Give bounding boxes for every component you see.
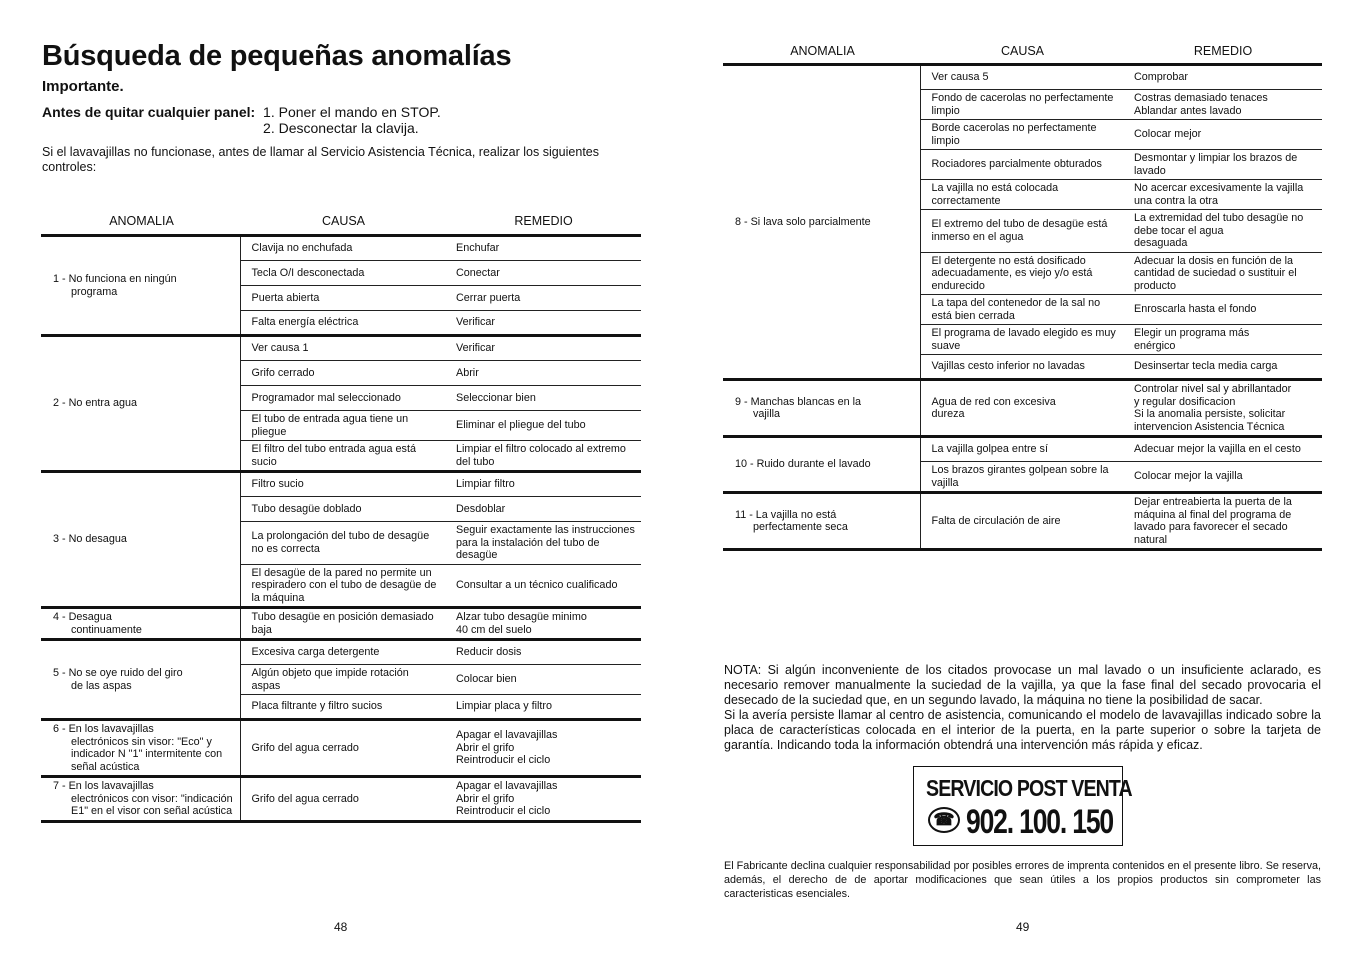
causa-cell: El tubo de entrada agua tiene un pliegue: [240, 411, 445, 441]
table-row: [41, 472, 641, 497]
remedio-cell: Adecuar mejor la vajilla en el cesto: [1123, 437, 1322, 462]
causa-cell: El desagüe de la pared no permite un respiradero con el tubo de desagüe de la máquina: [240, 564, 445, 608]
before-panel-instructions: [42, 104, 441, 136]
table-row: [41, 236, 641, 261]
remedio-cell: Enroscarla hasta el fondo: [1123, 295, 1322, 325]
table-row: [41, 608, 641, 640]
remedio-cell: Desmontar y limpiar los brazos de lavado: [1123, 150, 1322, 180]
nota-paragraph-1: NOTA: Si algún inconveniente de los citados provocase un mal lavado o un insuficiente aclarado, es necesario remover manualmente la suciedad de la vajilla, ya que la fase final del secado provocaria el desecado de la suciedad que, en un segundo lavado, la máquina no tiene la posibilidad de sacar.: [724, 663, 1321, 707]
page-title: Búsqueda de pequeñas anomalías: [42, 40, 512, 72]
causa-cell: Puerta abierta: [240, 286, 445, 311]
remedio-cell: La extremidad del tubo desagüe no debe tocar el agua desaguada: [1123, 210, 1322, 253]
anomaly-text: 6 - En los lavavajillas: [53, 723, 154, 735]
anomaly-cell: [41, 720, 240, 777]
causa-cell: Clavija no enchufada: [240, 236, 445, 261]
anomaly-cell: [41, 336, 240, 472]
page-number: 49: [1016, 920, 1030, 934]
table-row: [41, 640, 641, 665]
anomaly-text: 10 - Ruido durante el lavado: [735, 458, 871, 471]
causa-cell: Agua de red con excesiva dureza: [920, 380, 1123, 437]
causa-cell: El programa de lavado elegido es muy suave: [920, 325, 1123, 355]
remedio-cell: No acercar excesivamente la vajilla una contra la otra: [1123, 180, 1322, 210]
header-anomalia: ANOMALIA: [109, 214, 174, 228]
causa-cell: Borde cacerolas no perfectamente limpio: [920, 120, 1123, 150]
anomaly-text: programa: [71, 285, 118, 298]
remedio-cell: Limpiar placa y filtro: [445, 695, 641, 720]
table-row: [723, 437, 1322, 462]
remedio-cell: Elegir un programa más enérgico: [1123, 325, 1322, 355]
causa-cell: Tubo desagüe doblado: [240, 497, 445, 522]
remedio-cell: Adecuar la dosis en función de la cantidad de suciedad o sustituir el producto: [1123, 252, 1322, 295]
remedio-cell: Cerrar puerta: [445, 286, 641, 311]
remedio-cell: Abrir: [445, 361, 641, 386]
anomaly-text: 8 - Si lava solo parcialmente: [735, 215, 871, 228]
table-row: [41, 777, 641, 822]
anomaly-text: 3 - No desagua: [53, 533, 127, 546]
remedio-cell: Enchufar: [445, 236, 641, 261]
causa-cell: El detergente no está dosificado adecuadamente, es viejo y/o está endurecido: [920, 252, 1123, 295]
causa-cell: Rociadores parcialmente obturados: [920, 150, 1123, 180]
intro-text: Si el lavavajillas no funcionase, antes de llamar al Servicio Asistencia Técnica, realizar los siguientes controles:: [42, 145, 599, 174]
remedio-cell: Comprobar: [1123, 65, 1322, 90]
causa-cell: Excesiva carga detergente: [240, 640, 445, 665]
anomaly-text: 4 - Desagua: [53, 611, 112, 623]
causa-cell: Ver causa 5: [920, 65, 1123, 90]
causa-cell: Grifo del agua cerrado: [240, 720, 445, 777]
anomaly-text: 1 - No funciona en ningún: [53, 273, 177, 285]
service-title: SERVICIO POST VENTA: [926, 775, 1132, 801]
table-row: [723, 380, 1322, 437]
anomaly-cell: [41, 640, 240, 720]
phone-icon: ☎: [928, 807, 960, 833]
anomaly-cell: [41, 777, 240, 822]
header-causa: CAUSA: [1000, 44, 1045, 58]
anomaly-text: vajilla: [753, 408, 781, 420]
anomaly-cell: [41, 472, 240, 608]
remedio-cell: Eliminar el pliegue del tubo: [445, 411, 641, 441]
causa-cell: Falta de circulación de aire: [920, 493, 1123, 550]
nota-paragraph-2: Si la avería persiste llamar al centro de asistencia, comunicando el modelo de lavavajillas indicado sobre la placa de características colocada en el interior de la puerta, en la parte superior o sobre la tarjeta de garantía. Indicando toda la información obtendrá una intervención más rápida y eficaz.: [724, 708, 1321, 752]
anomaly-cell: [41, 236, 240, 336]
causa-cell: Algún objeto que impide rotación aspas: [240, 665, 445, 695]
anomaly-text: electrónicos con visor: "indicación E1" en el visor con señal acústica: [71, 792, 233, 817]
causa-cell: Programador mal seleccionado: [240, 386, 445, 411]
remedio-cell: Alzar tubo desagüe minimo 40 cm del suelo: [445, 608, 641, 640]
step-1: 1. Poner el mando en STOP.: [263, 104, 441, 120]
header-remedio: REMEDIO: [1193, 44, 1253, 58]
table-row: [41, 336, 641, 361]
causa-cell: El extremo del tubo de desagüe está inmerso en el agua: [920, 210, 1123, 253]
remedio-cell: Desinsertar tecla media carga: [1123, 355, 1322, 380]
before-steps: [263, 104, 441, 136]
causa-cell: Vajillas cesto inferior no lavadas: [920, 355, 1123, 380]
causa-cell: Fondo de cacerolas no perfectamente limpio: [920, 90, 1123, 120]
table-row: [723, 493, 1322, 550]
anomaly-cell: [723, 380, 920, 437]
anomaly-cell: [723, 437, 920, 493]
causa-cell: Placa filtrante y filtro sucios: [240, 695, 445, 720]
header-remedio: REMEDIO: [514, 214, 573, 228]
remedio-cell: Conectar: [445, 261, 641, 286]
remedio-cell: Colocar bien: [445, 665, 641, 695]
causa-cell: Tubo desagüe en posición demasiado baja: [240, 608, 445, 640]
header-anomalia: ANOMALIA: [790, 44, 855, 58]
remedio-cell: Limpiar el filtro colocado al extremo del tubo: [445, 441, 641, 472]
remedio-cell: Limpiar filtro: [445, 472, 641, 497]
causa-cell: Tecla O/I desconectada: [240, 261, 445, 286]
causa-cell: El filtro del tubo entrada agua está sucio: [240, 441, 445, 472]
page-number: 48: [334, 920, 348, 934]
remedio-cell: Colocar mejor: [1123, 120, 1322, 150]
causa-cell: Grifo cerrado: [240, 361, 445, 386]
anomaly-cell: [723, 65, 920, 380]
remedio-cell: Seleccionar bien: [445, 386, 641, 411]
disclaimer-text: El Fabricante declina cualquier responsabilidad por posibles errores de imprenta contenidos en el presente libro. Se reserva, además, el derecho de de aportar modificaciones que sean útiles a los propios productos sin comprometer las caracteristicas esenciales.: [724, 860, 1321, 900]
causa-cell: La vajilla golpea entre sí: [920, 437, 1123, 462]
header-causa: CAUSA: [321, 214, 366, 228]
table-row: [41, 720, 641, 777]
step-2: 2. Desconectar la clavija.: [263, 120, 419, 136]
anomaly-text: 2 - No entra agua: [53, 397, 138, 410]
anomaly-cell: [723, 493, 920, 550]
remedio-cell: Controlar nivel sal y abrillantador y regular dosificacion Si la anomalia persiste, solicitar intervencion Asistencia Técnica: [1123, 380, 1322, 437]
remedio-cell: Verificar: [445, 336, 641, 361]
important-label: Importante.: [42, 78, 124, 95]
anomaly-text: 11 - La vajilla no está: [735, 508, 837, 521]
remedio-cell: Desdoblar: [445, 497, 641, 522]
remedio-cell: Costras demasiado tenaces Ablandar antes lavado: [1123, 90, 1322, 120]
anomaly-cell: [41, 608, 240, 640]
causa-cell: Falta energía eléctrica: [240, 311, 445, 336]
causa-cell: Filtro sucio: [240, 472, 445, 497]
remedio-cell: Apagar el lavavajillas Abrir el grifo Reintroducir el ciclo: [445, 720, 641, 777]
before-label: Antes de quitar cualquier panel:: [42, 104, 256, 120]
remedio-cell: Consultar a un técnico cualificado: [445, 564, 641, 608]
anomaly-text: de las aspas: [71, 679, 132, 692]
causa-cell: Los brazos girantes golpean sobre la vajilla: [920, 462, 1123, 493]
causa-cell: La vajilla no está colocada correctamente: [920, 180, 1123, 210]
page-49: [676, 0, 1351, 954]
remedio-cell: Colocar mejor la vajilla: [1123, 462, 1322, 493]
table-row: [723, 65, 1322, 90]
remedio-cell: Dejar entreabierta la puerta de la máquina al final del programa de lavado para favorecer el secado natural: [1123, 493, 1322, 550]
anomaly-text: perfectamente seca: [753, 521, 848, 533]
remedio-cell: Verificar: [445, 311, 641, 336]
service-box: [913, 766, 1132, 846]
anomaly-text: 5 - No se oye ruido del giro: [53, 667, 183, 679]
remedio-cell: Reducir dosis: [445, 640, 641, 665]
remedio-cell: Seguir exactamente las instrucciones para la instalación del tubo de desagüe: [445, 522, 641, 565]
causa-cell: Ver causa 1: [240, 336, 445, 361]
troubleshooting-table-right: [723, 63, 1322, 551]
causa-cell: La prolongación del tubo de desagüe no es correcta: [240, 522, 445, 565]
remedio-cell: Apagar el lavavajillas Abrir el grifo Reintroducir el ciclo: [445, 777, 641, 822]
anomaly-text: electrónicos sin visor: "Eco" y indicador N "1" intermitente con señal acústica: [71, 735, 223, 773]
anomaly-text: 7 - En los lavavajillas: [53, 780, 154, 792]
anomaly-text: 9 - Manchas blancas en la: [735, 395, 862, 408]
anomaly-text: continuamente: [71, 623, 142, 636]
service-phone: 902. 100. 150: [966, 803, 1114, 841]
causa-cell: Grifo del agua cerrado: [240, 777, 445, 822]
troubleshooting-table-left: [41, 234, 641, 823]
nota-text: [724, 663, 1321, 753]
causa-cell: La tapa del contenedor de la sal no está bien cerrada: [920, 295, 1123, 325]
